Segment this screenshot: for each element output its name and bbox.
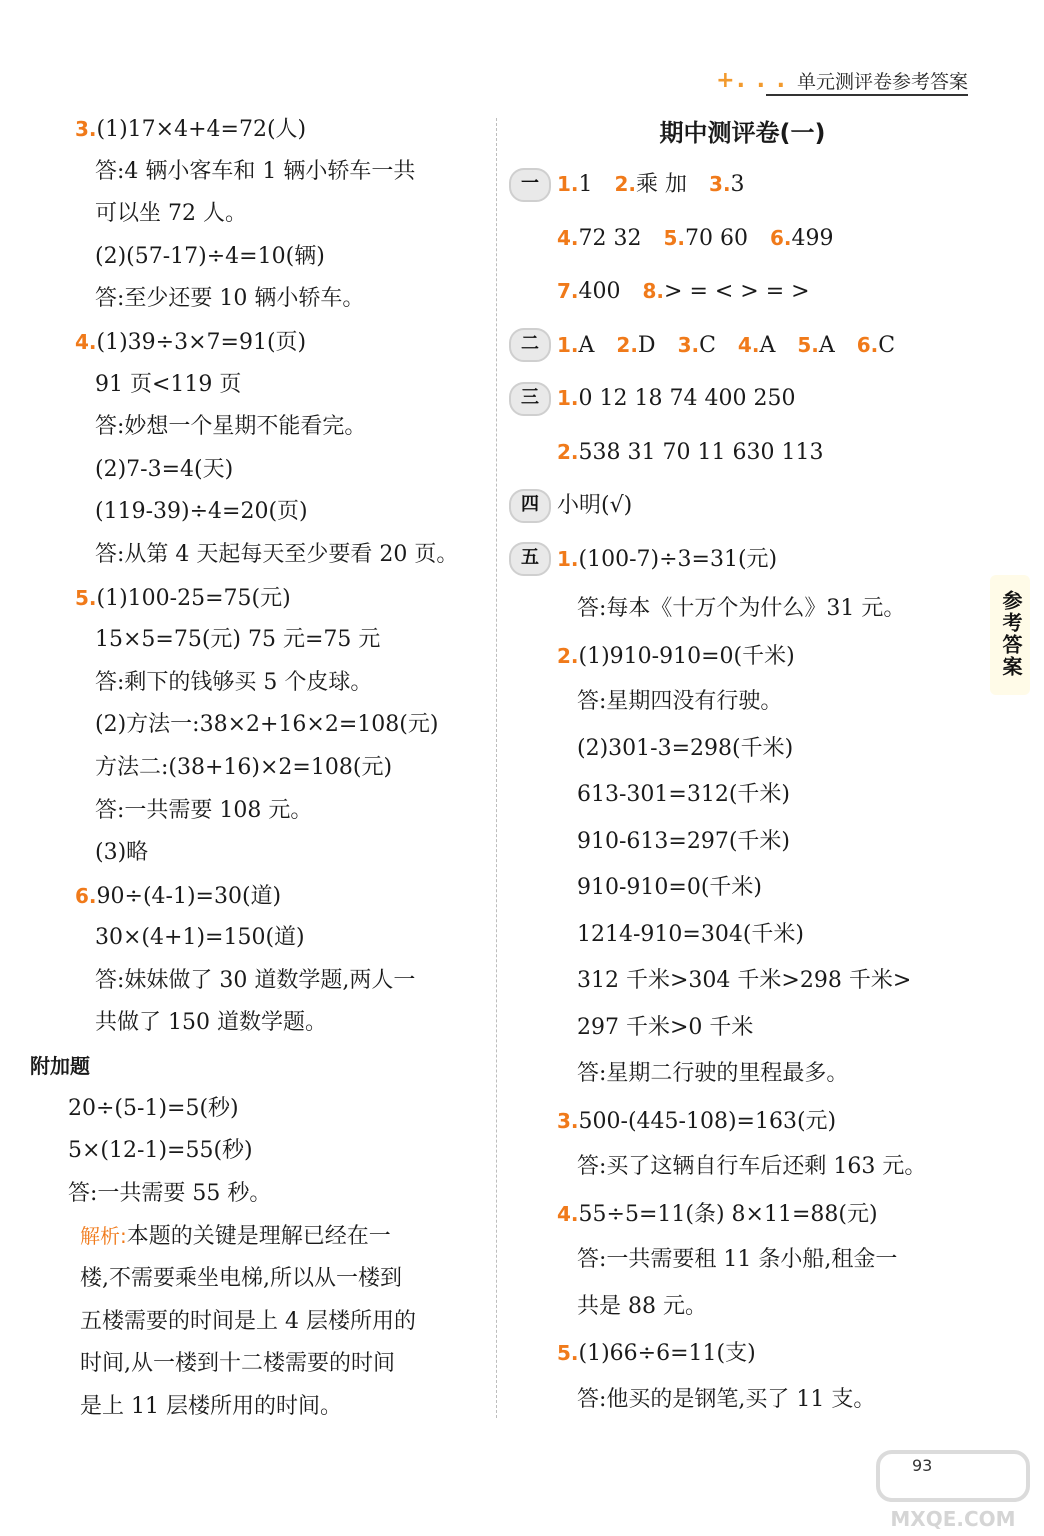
answer-text: (1)39÷3×7=91(页) [96, 329, 307, 355]
answer-line [40, 704, 490, 747]
answer-details [505, 586, 980, 1423]
question-number: 3. [75, 117, 97, 141]
section-badge: 三 [509, 382, 551, 416]
right-column [505, 108, 980, 1423]
watermark-text: MXQE.COM [890, 1507, 1016, 1531]
answer-row [505, 212, 980, 266]
answer-line [505, 958, 980, 1005]
answer-line [30, 1045, 490, 1088]
answer-text: 答:每本《十万个为什么》31 元。 [577, 596, 906, 621]
answer-line [505, 772, 980, 819]
answer-text: (2)(57-17)÷4=10(辆) [95, 243, 325, 269]
question-number: 6. [770, 225, 792, 250]
answer-item [615, 172, 688, 197]
section-title: 期中测评卷(一) [659, 119, 826, 147]
answer-text: (2)301-3=298(千米) [577, 735, 794, 761]
answer-line [40, 1088, 490, 1131]
page-number: 93 [912, 1456, 933, 1475]
answer-line [505, 865, 980, 912]
answer-text: 可以坐 72 人。 [95, 201, 247, 227]
answer-line [40, 108, 490, 151]
answer-text: 500-(445-108)=163(元) [578, 1108, 837, 1134]
answer-item [557, 440, 823, 465]
answer-text: 答:他买的是钢笔,买了 11 支。 [577, 1386, 876, 1412]
answer-text: A [759, 332, 776, 358]
question-number: 1. [557, 386, 579, 410]
answer-line [40, 193, 490, 236]
answer-line [505, 1051, 980, 1098]
answer-row [505, 158, 980, 212]
answer-line [40, 1258, 490, 1301]
answer-text: 乘 加 [636, 172, 688, 197]
answer-line [505, 912, 980, 959]
question-number: 2. [614, 172, 637, 196]
answer-groups [505, 158, 980, 586]
answer-text: (1)17×4+4=72(人) [96, 117, 307, 142]
answer-row [505, 426, 980, 480]
question-number: 7. [557, 279, 579, 303]
answer-item [797, 333, 834, 358]
answer-text: 91 页<119 页 [95, 371, 242, 397]
answer-line [505, 819, 980, 866]
answer-text: (1)100-25=75(元) [96, 585, 291, 611]
answer-item [557, 226, 642, 251]
answer-text: 答:星期二行驶的里程最多。 [577, 1061, 849, 1086]
left-column [30, 108, 490, 1428]
answer-text: 时间,从一楼到十二楼需要的时间 [80, 1351, 395, 1377]
header-underline [766, 94, 968, 96]
answer-line [505, 1144, 980, 1191]
answer-line [505, 679, 980, 726]
answer-text: 30×(4+1)=150(道) [95, 925, 305, 951]
answer-line [505, 1237, 980, 1284]
answer-line [40, 406, 490, 449]
answer-item [616, 333, 655, 358]
section-badge: 一 [509, 168, 551, 202]
answer-text: 1214-910=304(千米) [577, 921, 805, 947]
answer-text: 910-910=0(千米) [577, 875, 763, 900]
answer-text: 答:买了这辆自行车后还剩 163 元。 [577, 1154, 927, 1179]
answer-text: 答:妙想一个星期不能看完。 [95, 414, 367, 440]
answer-text: 0 12 18 74 400 250 [578, 386, 796, 411]
answer-items [505, 440, 845, 465]
answer-text: 499 [791, 225, 834, 251]
answer-items [505, 386, 817, 411]
answer-line [40, 364, 490, 407]
answer-text: 1 [578, 172, 593, 197]
answer-line [40, 1173, 490, 1216]
answer-line [505, 1284, 980, 1331]
answer-text: 15×5=75(元) 75 元=75 元 [95, 627, 381, 653]
question-number: 5. [75, 585, 97, 610]
answer-item [557, 547, 777, 572]
answer-text: 五楼需要的时间是上 4 层楼所用的 [80, 1308, 416, 1334]
answer-line [505, 1005, 980, 1052]
answer-text: 55÷5=11(条) 8×11=88(元) [578, 1201, 878, 1227]
answer-line [40, 747, 490, 790]
answer-item [678, 333, 716, 358]
page-header [716, 62, 968, 98]
question-number: 2. [557, 439, 579, 464]
answer-text: (2)7-3=4(天) [95, 456, 234, 482]
answer-line [40, 534, 490, 577]
answer-row [505, 265, 980, 319]
question-number: 2. [616, 332, 638, 357]
answer-text: 本题的关键是理解已经在一 [126, 1224, 391, 1250]
answer-text: 答:一共需要 108 元。 [95, 797, 313, 823]
answer-text: 538 31 70 11 630 113 [578, 439, 824, 465]
answer-text: 613-301=312(千米) [577, 782, 791, 807]
answer-text: C [878, 332, 896, 358]
answer-text: (1)910-910=0(千米) [578, 643, 795, 669]
answer-item [738, 333, 775, 358]
question-number: 5. [797, 332, 819, 357]
answer-row [505, 479, 980, 533]
answer-item [643, 279, 810, 304]
answer-line [505, 1191, 980, 1238]
answer-line [505, 1377, 980, 1424]
answer-line [505, 1098, 980, 1145]
answer-line [40, 619, 490, 662]
answer-text: C [699, 332, 716, 358]
question-number: 1. [557, 332, 579, 357]
answer-line [40, 278, 490, 321]
answer-line [505, 1330, 980, 1377]
question-number: 3. [557, 1108, 579, 1133]
answer-line [505, 726, 980, 773]
watermark-logo [868, 1444, 1038, 1534]
answer-item [557, 386, 795, 411]
answer-text: 共是 88 元。 [577, 1293, 707, 1319]
section-badge: 四 [509, 489, 551, 523]
answer-row [505, 533, 980, 587]
answer-text: 20÷(5-1)=5(秒) [68, 1095, 239, 1121]
side-tab-label: 参考答案 [999, 590, 1023, 678]
answer-text: 312 千米>304 千米>298 千米> [577, 968, 912, 993]
answer-text: 方法二:(38+16)×2=108(元) [95, 754, 393, 780]
answer-text: 楼,不需要乘坐电梯,所以从一楼到 [80, 1266, 402, 1292]
answer-text: 答:一共需要 55 秒。 [68, 1180, 272, 1206]
answer-line [40, 1002, 490, 1045]
answer-line [40, 917, 490, 960]
answer-text: 90÷(4-1)=30(道) [96, 883, 282, 909]
answer-text: 72 32 [578, 225, 642, 251]
answer-line [40, 832, 490, 875]
question-number: 4. [557, 225, 579, 250]
answer-item [770, 226, 834, 251]
answer-items [505, 279, 832, 304]
answer-text: 答:妹妹做了 30 道数学题,两人一 [95, 967, 416, 993]
answer-line [40, 1215, 490, 1258]
answer-item [557, 493, 632, 518]
question-number: 1. [557, 546, 579, 571]
answer-items [505, 333, 917, 358]
answer-text: (2)方法一:38×2+16×2=108(元) [95, 712, 439, 738]
answer-item [557, 333, 594, 358]
question-number: 6. [75, 883, 97, 908]
question-number: 3. [709, 172, 731, 196]
answer-item [557, 279, 621, 304]
answer-text: 400 [578, 279, 621, 304]
answer-text: A [578, 332, 595, 358]
answer-item [857, 333, 895, 358]
answer-text: 答:从第 4 天起每天至少要看 20 页。 [95, 541, 459, 567]
answer-text: 小明(√) [557, 493, 633, 518]
answer-text: 5×(12-1)=55(秒) [68, 1138, 253, 1164]
answer-line [505, 633, 980, 680]
question-number: 4. [557, 1201, 579, 1226]
answer-text: D [637, 332, 656, 358]
question-number: 8. [642, 279, 665, 303]
answer-line [40, 960, 490, 1003]
answer-text: (119-39)÷4=20(页) [95, 499, 308, 525]
answer-text: 是上 11 层楼所用的时间。 [80, 1393, 342, 1419]
answer-text: 答:一共需要租 11 条小船,租金一 [577, 1247, 898, 1272]
analysis-label: 解析: [80, 1224, 127, 1249]
answer-text: 答:4 辆小客车和 1 辆小轿车一共 [95, 158, 416, 184]
sparkle-icon: +. . . [716, 67, 787, 93]
question-number: 5. [557, 1341, 579, 1365]
answer-text: 70 60 [685, 225, 748, 251]
question-number: 2. [557, 643, 579, 668]
answer-line [40, 449, 490, 492]
answer-line [40, 662, 490, 705]
answer-text: 答:至少还要 10 辆小轿车。 [95, 286, 365, 312]
answer-text: 答:星期四没有行驶。 [577, 689, 783, 714]
answer-text: (1)66÷6=11(支) [578, 1341, 756, 1366]
column-divider [496, 118, 497, 1418]
answer-line [40, 1343, 490, 1386]
answer-text: 答:剩下的钱够买 5 个皮球。 [95, 669, 373, 695]
answer-line [40, 321, 490, 364]
bonus-heading: 附加题 [30, 1054, 90, 1079]
answer-item [664, 226, 749, 251]
question-number: 5. [663, 225, 686, 250]
answer-text: (3)略 [95, 840, 149, 866]
answer-row [505, 372, 980, 426]
answer-line [40, 1301, 490, 1344]
answer-line [40, 875, 490, 918]
header-title: 单元测评卷参考答案 [796, 70, 968, 93]
answer-line [40, 577, 490, 620]
question-number: 4. [737, 332, 760, 357]
answer-line [40, 491, 490, 534]
section-badge: 二 [509, 328, 551, 362]
question-number: 3. [677, 332, 700, 357]
question-number: 1. [557, 172, 579, 196]
answer-line [505, 586, 980, 633]
answer-text: (100-7)÷3=31(元) [578, 546, 778, 572]
answer-line [40, 1386, 490, 1429]
answer-text: 297 千米>0 千米 [577, 1014, 754, 1040]
answer-line [40, 236, 490, 279]
section-badge: 五 [509, 542, 551, 576]
answer-items [505, 226, 856, 251]
answer-text: A [818, 332, 835, 358]
answer-line [40, 1130, 490, 1173]
answer-item [557, 172, 593, 197]
answer-text: > = < > = > [664, 279, 810, 304]
answer-line [40, 790, 490, 833]
answer-row [505, 319, 980, 373]
answer-item [709, 172, 745, 197]
question-number: 6. [856, 332, 879, 357]
question-number: 4. [75, 329, 97, 354]
answer-text: 3 [730, 172, 745, 197]
answer-line [40, 151, 490, 194]
answer-text: 910-613=297(千米) [577, 828, 791, 854]
answer-text: 共做了 150 道数学题。 [95, 1010, 327, 1036]
